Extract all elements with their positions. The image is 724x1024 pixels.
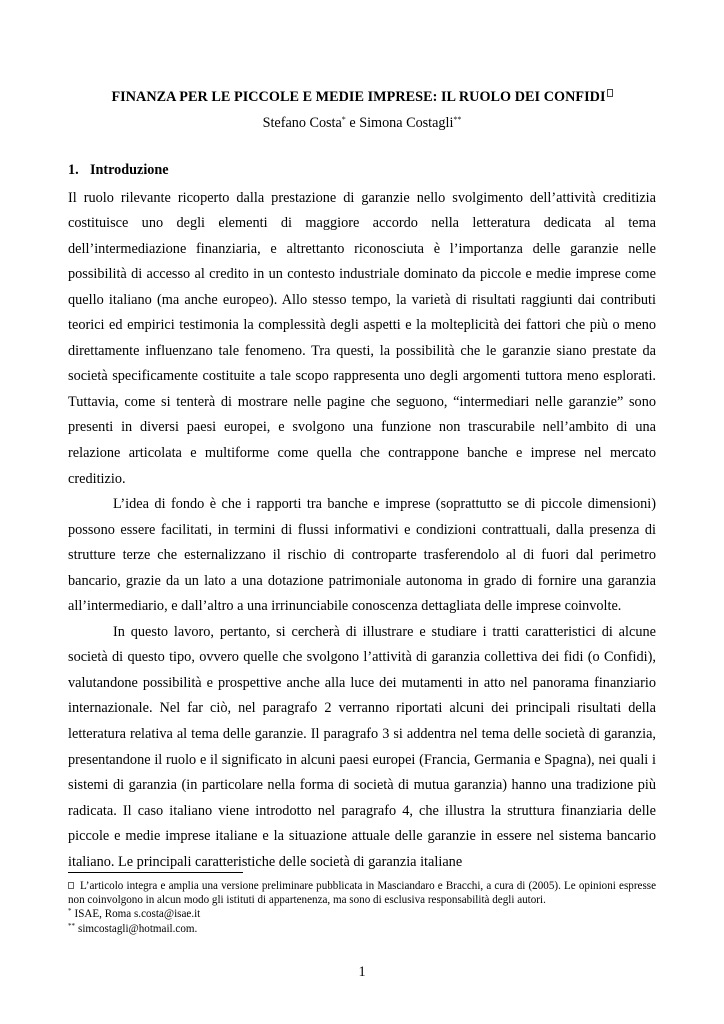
footnote-2-text: simcostagli@hotmail.com. [78, 922, 198, 935]
body-text [68, 186, 656, 876]
paragraph-3: In questo lavoro, pertanto, si cercherà di illustrare e studiare i tratti caratteristici di alcune società di questo tipo, ovvero quelle che svolgono l’attività di garanzia collettiva dei fidi (o Confidi), valutandone possibilità e prospettive anche alla luce dei mutamenti in atto nel panorama finanziario internazionale. Nel far ciò, nel paragrafo 2 verranno riportati alcuni dei principali risultati della letteratura relativa al tema delle garanzie. Il paragrafo 3 si addentra nel tema delle società di garanzia, presentandone il ruolo e il significato in alcuni paesi europei (Francia, Germania e Spagna), nei quali i sistemi di garanzia (in particolare nella forma di società di mutua garanzia) hanno una tradizione più radicata. Il caso italiano viene introdotto nel paragrafo 4, che illustra la struttura finanziaria delle piccole e medie imprese italiane e la situazione attuale delle garanzie in essere nel sistema bancario italiano. Le principali caratteristiche delle società di garanzia italiane [68, 623, 656, 870]
paragraph-2: L’idea di fondo è che i rapporti tra banche e imprese (soprattutto se di piccole dimensioni) possono essere facilitati, in termini di flussi informativi e condizioni contrattuali, dalla presenza di strutture terze che esternalizzano il rischio di controparte trasferendolo al di fuori dal perimetro bancario, grazie da un lato a una dotazione patrimoniale autonoma in grado di fornire una garanzia all’intermediario, e dall’altro a una irrinunciabile conoscenza dettagliata delle imprese coinvolte. [68, 496, 656, 615]
author-conjunction: e [345, 115, 360, 131]
footnote-1 [68, 907, 656, 921]
footnote-2-mark: ** [68, 921, 75, 930]
footnote-divider [68, 872, 243, 873]
section-number: 1. [68, 162, 79, 178]
author-1-mark: * [341, 115, 346, 124]
author-line [0, 113, 724, 133]
footnote-1-mark: * [68, 907, 72, 916]
author-2-mark: ** [453, 115, 462, 124]
footnote-box-icon [68, 882, 74, 889]
section-title: Introduzione [90, 162, 169, 178]
footnote-2 [68, 922, 656, 936]
paper-title-text: FINANZA PER LE PICCOLE E MEDIE IMPRESE: IL RUOLO DEI CONFIDI [111, 89, 606, 105]
paper-title [0, 87, 724, 107]
footnotes [68, 879, 656, 936]
footnote-box-icon [607, 89, 613, 97]
author-1-name: Stefano Costa [262, 115, 342, 131]
paragraph-1: Il ruolo rilevante ricoperto dalla prestazione di garanzie nello svolgimento dell’attività creditizia costituisce uno degli elementi di maggiore accordo nella letteratura dedicata al tema dell’intermediazione finanziaria, e altrettanto riconosciuta è l’importanza delle garanzie nelle possibilità di accesso al credito in un contesto industriale dominato da piccole e medie imprese come quello italiano (ma anche europeo). Allo stesso tempo, la varietà di risultati raggiunti dai contributi teorici ed empirici testimonia la complessità degli aspetti e la molteplicità dei fattori che più o meno direttamente influenzano tale fenomeno. Tra questi, la possibilità che le garanzie siano prestate da società specificamente costituite a tale scopo rappresenta uno degli argomenti tuttora meno esplorati. Tuttavia, come si tenterà di mostrare nelle pagine che seguono, “intermediari nelle garanzie” sono presenti in diversi paesi europei, e svolgono una funzione non trascurabile nell’ambito di una relazione articolata e multiforme come quella che contrappone banche e imprese nel mercato creditizio. [68, 189, 656, 487]
footnote-1-text: ISAE, Roma s.costa@isae.it [74, 908, 201, 921]
footnote-title-text: L’articolo integra e amplia una versione preliminare pubblicata in Masciandaro e Bracchi, a cura di (2005). Le opinioni espresse non coinvolgono in alcun modo gli istituti di appartenenza, ma sono di esclusiva responsabilità degli autori. [68, 880, 656, 907]
page-number: 1 [358, 964, 366, 980]
section-heading [68, 160, 169, 180]
footnote-title [68, 879, 656, 907]
author-2-name: Simona Costagli [359, 115, 454, 131]
